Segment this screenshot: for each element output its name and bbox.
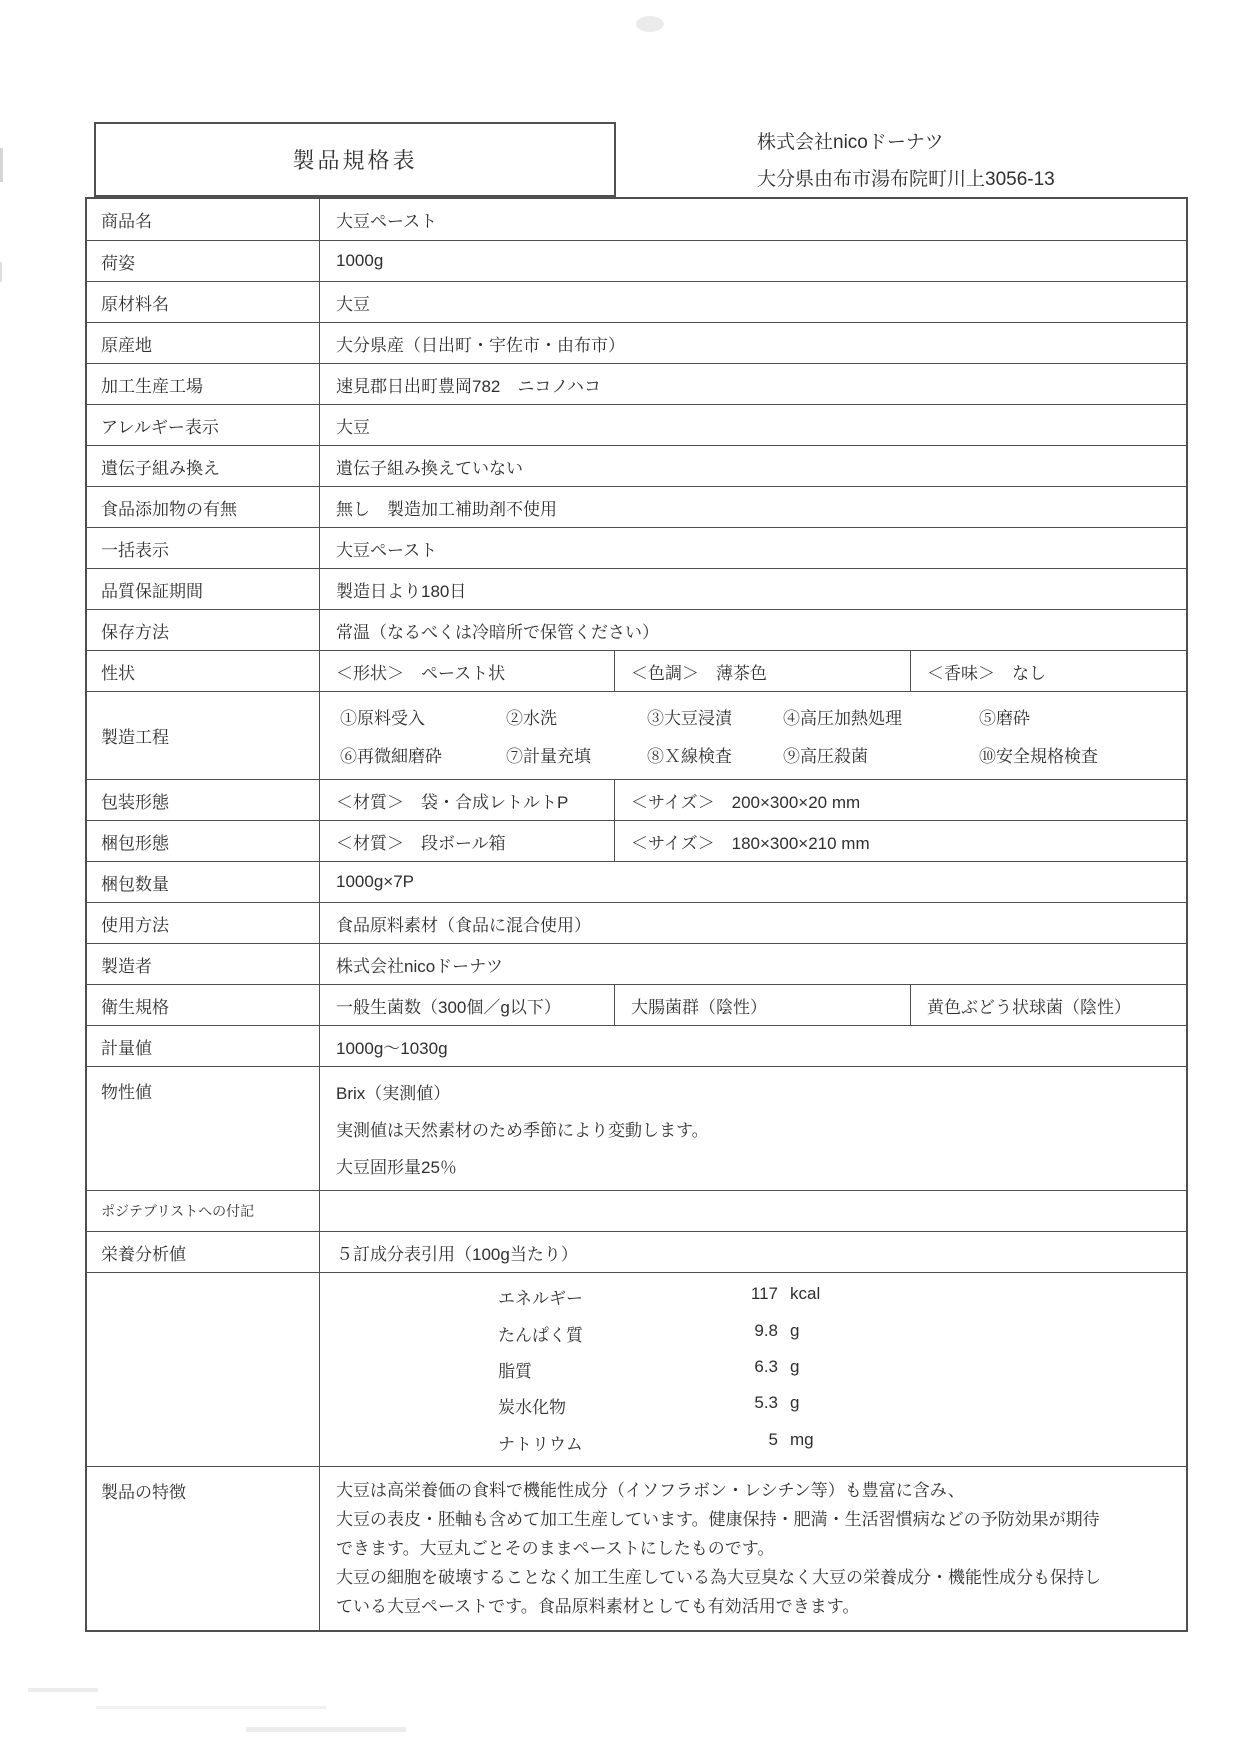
row-product-features (87, 1466, 1186, 1630)
company-block (757, 124, 1055, 198)
row-storage (87, 609, 1186, 650)
physical-property-lines (320, 1067, 1186, 1190)
nutrition-list (320, 1273, 1186, 1466)
row-additives (87, 486, 1186, 527)
physical-property-line: 大豆固形量25％ (336, 1158, 457, 1177)
process-steps-line2 (340, 742, 1186, 767)
row-value: 1000g×7P (336, 872, 414, 891)
row-label: 物性値 (87, 1067, 320, 1190)
document-header (85, 122, 1188, 197)
carton-size-cell: ＜サイズ＞ 180×300×210 mm (614, 821, 1186, 861)
row-cells (320, 821, 1186, 861)
row-label: 製造工程 (87, 692, 320, 779)
row-value: 常温（なるべくは冷暗所で保管ください） (336, 622, 659, 642)
page-title: 製品規格表 (292, 148, 418, 173)
row-process (87, 691, 1186, 779)
nutrient-value: 5 (768, 1429, 778, 1449)
document-body (85, 122, 1188, 1632)
feature-line: 大豆の表皮・胚軸も含めて加工生産しています。健康保持・肥満・生活習慣病などの予防効果が期待 (336, 1510, 1100, 1529)
nutrition-line-sodium (498, 1430, 1186, 1455)
process-step: ⑩安全規格検査 (979, 746, 1098, 766)
scan-artifact (0, 262, 2, 282)
row-label: 加工生産工場 (87, 364, 320, 404)
physical-property-line: 実測値は天然素材のため季節により変動します。 (336, 1121, 709, 1140)
process-step: ⑨高圧殺菌 (783, 746, 868, 766)
row-nutrition-values (87, 1272, 1186, 1466)
row-label: 製品の特徴 (87, 1467, 320, 1630)
hygiene-staph-cell: 黄色ぶどう状球菌（陰性） (910, 985, 1186, 1025)
company-name: 株式会社nicoドーナツ (757, 132, 944, 153)
feature-line: 大豆は高栄養価の食料で機能性成分（イソフラボン・レシチン等）も豊富に含み、 (336, 1481, 965, 1500)
feature-line: ている大豆ペーストです。食品原料素材としても有効活用できます。 (336, 1597, 860, 1616)
row-factory (87, 363, 1186, 404)
nutrition-line-energy (498, 1284, 1186, 1309)
process-step: ③大豆浸漬 (647, 709, 732, 729)
row-value: 遺伝子組み換えていない (336, 458, 523, 478)
row-usage (87, 902, 1186, 943)
row-value: 大豆ペースト (336, 212, 438, 231)
scan-artifact (636, 16, 664, 32)
row-value: 速見郡日出町豊岡782 ニコノハコ (336, 376, 602, 396)
nutrient-unit: kcal (790, 1284, 821, 1304)
process-step: ②水洗 (506, 709, 557, 729)
row-value: 株式会社nicoドーナツ (336, 956, 504, 976)
document-title-box (94, 122, 616, 197)
row-label: 商品名 (87, 199, 320, 240)
nutrition-line-fat (498, 1357, 1186, 1382)
row-cells (320, 985, 1186, 1025)
row-value: 大分県産（日出町・宇佐市・由布市） (336, 335, 625, 355)
row-value: 大豆ペースト (336, 540, 438, 560)
product-features-text (320, 1467, 1186, 1630)
nutrient-name: 脂質 (498, 1361, 532, 1381)
row-value: 1000g (336, 251, 384, 270)
nutrition-line-protein (498, 1321, 1186, 1346)
row-value: ５訂成分表引用（100g当たり） (336, 1244, 578, 1264)
appearance-shape-cell: ＜形状＞ ペースト状 (336, 663, 506, 683)
row-value: 大豆 (336, 417, 370, 437)
company-address: 大分県由布市湯布院町川上3056-13 (757, 169, 1055, 190)
scan-artifact (96, 1706, 326, 1709)
row-label: アレルギー表示 (87, 405, 320, 445)
row-carton-quantity (87, 861, 1186, 902)
row-manufacturer (87, 943, 1186, 984)
row-label: 使用方法 (87, 903, 320, 943)
row-packaging (87, 779, 1186, 820)
row-positive-list-note (87, 1190, 1186, 1231)
feature-line: 大豆の細胞を破壊することなく加工生産している為大豆臭なく大豆の栄養成分・機能性成分も保持し (336, 1568, 1101, 1587)
carton-material-cell: ＜材質＞ 段ボール箱 (336, 833, 506, 853)
scan-artifact (28, 1688, 98, 1692)
feature-line: できます。大豆丸ごとそのままペーストにしたものです。 (336, 1539, 775, 1558)
process-step: ④高圧加熱処理 (783, 709, 902, 729)
row-appearance (87, 650, 1186, 691)
process-step: ⑤磨砕 (979, 709, 1030, 729)
row-label: 梱包形態 (87, 821, 320, 861)
row-ingredient (87, 281, 1186, 322)
row-physical-property (87, 1066, 1186, 1190)
row-label: 性状 (87, 651, 320, 691)
nutrient-unit: g (790, 1320, 800, 1340)
row-label: 荷姿 (87, 241, 320, 281)
appearance-color-cell: ＜色調＞ 薄茶色 (614, 651, 910, 691)
row-label: 食品添加物の有無 (87, 487, 320, 527)
row-gmo (87, 445, 1186, 486)
scan-artifact (0, 148, 3, 182)
process-step: ⑦計量充填 (506, 746, 591, 766)
spec-table (85, 197, 1188, 1632)
process-steps (320, 692, 1186, 779)
row-label: 品質保証期間 (87, 569, 320, 609)
nutrient-name: ナトリウム (498, 1434, 583, 1454)
row-label: 計量値 (87, 1026, 320, 1066)
process-steps-line1 (340, 704, 1186, 729)
row-label: 製造者 (87, 944, 320, 984)
row-origin (87, 322, 1186, 363)
nutrient-value: 5.3 (754, 1393, 778, 1413)
row-hygiene-standard (87, 984, 1186, 1025)
nutrition-line-carbohydrate (498, 1393, 1186, 1418)
row-product-name (87, 199, 1186, 240)
process-step: ⑥再微細磨砕 (340, 746, 442, 766)
row-label: ポジテブリストへの付記 (87, 1191, 320, 1231)
nutrient-unit: mg (790, 1429, 814, 1449)
nutrient-name: たんぱく質 (498, 1325, 583, 1345)
row-shelf-life (87, 568, 1186, 609)
row-label: 栄養分析値 (87, 1232, 320, 1272)
row-label: 包装形態 (87, 780, 320, 820)
row-label: 保存方法 (87, 610, 320, 650)
hygiene-coliform-cell: 大腸菌群（陰性） (614, 985, 910, 1025)
row-value (320, 1191, 1186, 1231)
row-label: 梱包数量 (87, 862, 320, 902)
appearance-flavor-cell: ＜香味＞ なし (910, 651, 1186, 691)
row-carton (87, 820, 1186, 861)
nutrient-unit: g (790, 1356, 800, 1376)
nutrient-value: 117 (750, 1284, 778, 1304)
row-label: 衛生規格 (87, 985, 320, 1025)
row-value: 食品原料素材（食品に混合使用） (336, 915, 591, 935)
row-cells (320, 780, 1186, 820)
hygiene-total-bacteria-cell: 一般生菌数（300個／g以下） (336, 997, 561, 1017)
packaging-size-cell: ＜サイズ＞ 200×300×20 mm (614, 780, 1186, 820)
nutrient-value: 6.3 (754, 1356, 778, 1376)
row-allergen (87, 404, 1186, 445)
row-batch-label (87, 527, 1186, 568)
row-label: 原産地 (87, 323, 320, 363)
row-label: 原材料名 (87, 282, 320, 322)
process-step: ①原料受入 (340, 709, 425, 729)
nutrient-unit: g (790, 1393, 800, 1413)
nutrient-name: エネルギー (498, 1289, 583, 1309)
scan-artifact (246, 1727, 406, 1732)
row-measured-weight (87, 1025, 1186, 1066)
row-nutrition-reference (87, 1231, 1186, 1272)
nutrient-value: 9.8 (754, 1320, 778, 1340)
row-value: 無し 製造加工補助剤不使用 (336, 499, 557, 519)
row-label (87, 1273, 320, 1466)
row-package-size (87, 240, 1186, 281)
physical-property-line: Brix（実測値） (336, 1084, 451, 1103)
row-label: 一括表示 (87, 528, 320, 568)
process-step: ⑧Ｘ線検査 (647, 746, 732, 766)
nutrient-name: 炭水化物 (498, 1398, 566, 1418)
row-value: 1000g〜1030g (336, 1038, 448, 1058)
row-cells (320, 651, 1186, 691)
row-value: 製造日より180日 (336, 581, 467, 601)
packaging-material-cell: ＜材質＞ 袋・合成レトルトP (336, 792, 569, 812)
row-value: 大豆 (336, 294, 370, 314)
row-label: 遺伝子組み換え (87, 446, 320, 486)
